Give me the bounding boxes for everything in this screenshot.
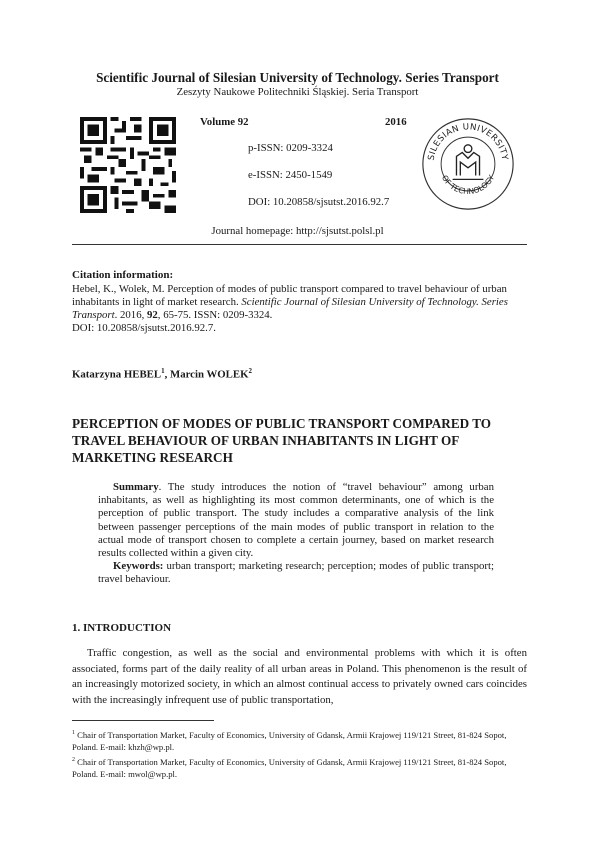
footnote-1-sup: 1	[72, 730, 75, 736]
year: 2016	[385, 116, 407, 128]
abstract	[98, 481, 494, 587]
citation-journal: Scientific Journal of Silesian University of Technology. Series Transport	[72, 296, 508, 321]
journal-subtitle: Zeszyty Naukowe Politechniki Śląskiej. Seria Transport	[176, 86, 419, 98]
e-issn: e-ISSN: 2450-1549	[248, 169, 333, 181]
author-1-sup: 1	[161, 367, 165, 375]
paper-title: PERCEPTION OF MODES OF PUBLIC TRANSPORT COMPARED TO TRAVEL BEHAVIOUR OF URBAN INHABITANTS IN LIGHT OF MARKETING RESEARCH	[72, 416, 492, 465]
author-2: Marcin WOLEK	[170, 368, 249, 381]
summary-label: Summary	[113, 481, 159, 493]
citation-volume: 92	[147, 309, 158, 321]
section-heading: 1. INTRODUCTION	[72, 622, 172, 634]
authors	[72, 367, 252, 381]
qr-code-icon	[80, 117, 176, 213]
svg-text:OF TECHNOLOGY: OF TECHNOLOGY	[439, 173, 497, 197]
journal-homepage: Journal homepage: http://sjsutst.polsl.pl	[211, 225, 384, 237]
intro-paragraph: Traffic congestion, as well as the social and environmental problems with which it is often associated, forms part of the daily reality of all urban areas in Poland. This phenomenon is the result of an increasingly motorized society, in which an almost continual access to privately owned cars coincides with the increasingly infrequent use of public transportation,	[72, 647, 527, 706]
summary-text: . The study introduces the notion of “travel behaviour” among urban inhabitants, as well as highlighting its most common determinants, one of which is the perception of public transport. The study includes a comparative analysis of the link between passenger perceptions of the main modes of public transport in relation to the actual mode of transport chosen to complete a certain journey, based on market research results collected within a given city.	[98, 481, 494, 560]
doi: DOI: 10.20858/sjsutst.2016.92.7	[248, 196, 390, 208]
p-issn: p-ISSN: 0209-3324	[248, 142, 333, 154]
volume: Volume 92	[200, 116, 249, 128]
author-separator: ,	[164, 368, 170, 381]
footnote-1-text: Chair of Transportation Market, Faculty of Economics, University of Gdansk, Armii Krajowej 119/121 Street, 81-824 Sopot, Poland. E-mail: khzh@wp.pl.	[72, 729, 507, 753]
summary-paragraph	[98, 481, 494, 560]
journal-title: Scientific Journal of Silesian University of Technology. Series Transport	[96, 70, 499, 85]
keywords-text: urban transport; marketing research; perception; modes of public transport; travel behaviour.	[98, 560, 494, 586]
author-1: Katarzyna HEBEL	[72, 368, 162, 381]
footnote-rule	[72, 720, 214, 721]
citation-heading: Citation information:	[72, 269, 174, 281]
footnote-1	[72, 727, 527, 754]
citation-body	[72, 283, 527, 335]
citation-doi: DOI: 10.20858/sjsutst.2016.92.7.	[72, 322, 216, 334]
citation-part1: Hebel, K., Wolek, M. Perception of modes of public transport compared to travel behaviour of urban inhabitants in light of market research.	[72, 283, 507, 308]
university-logo	[420, 116, 516, 212]
citation-part3: , 65-75. ISSN: 0209-3324.	[157, 309, 273, 321]
footnote-2	[72, 754, 527, 781]
svg-text:SILESIAN UNIVERSITY: SILESIAN UNIVERSITY	[426, 122, 510, 162]
footnote-2-sup: 2	[72, 756, 75, 763]
footnote-2-text: Chair of Transportation Market, Faculty of Economics, University of Gdansk, Armii Krajowej 119/121 Street, 81-824 Sopot, Poland. E-mail: mwol@wp.pl.	[72, 756, 507, 779]
author-2-sup: 2	[248, 367, 252, 375]
citation-part2: . 2016,	[114, 309, 147, 321]
keywords-paragraph	[98, 560, 494, 586]
keywords-label: Keywords:	[113, 560, 164, 573]
footnotes	[72, 727, 527, 780]
header-rule	[72, 244, 527, 245]
